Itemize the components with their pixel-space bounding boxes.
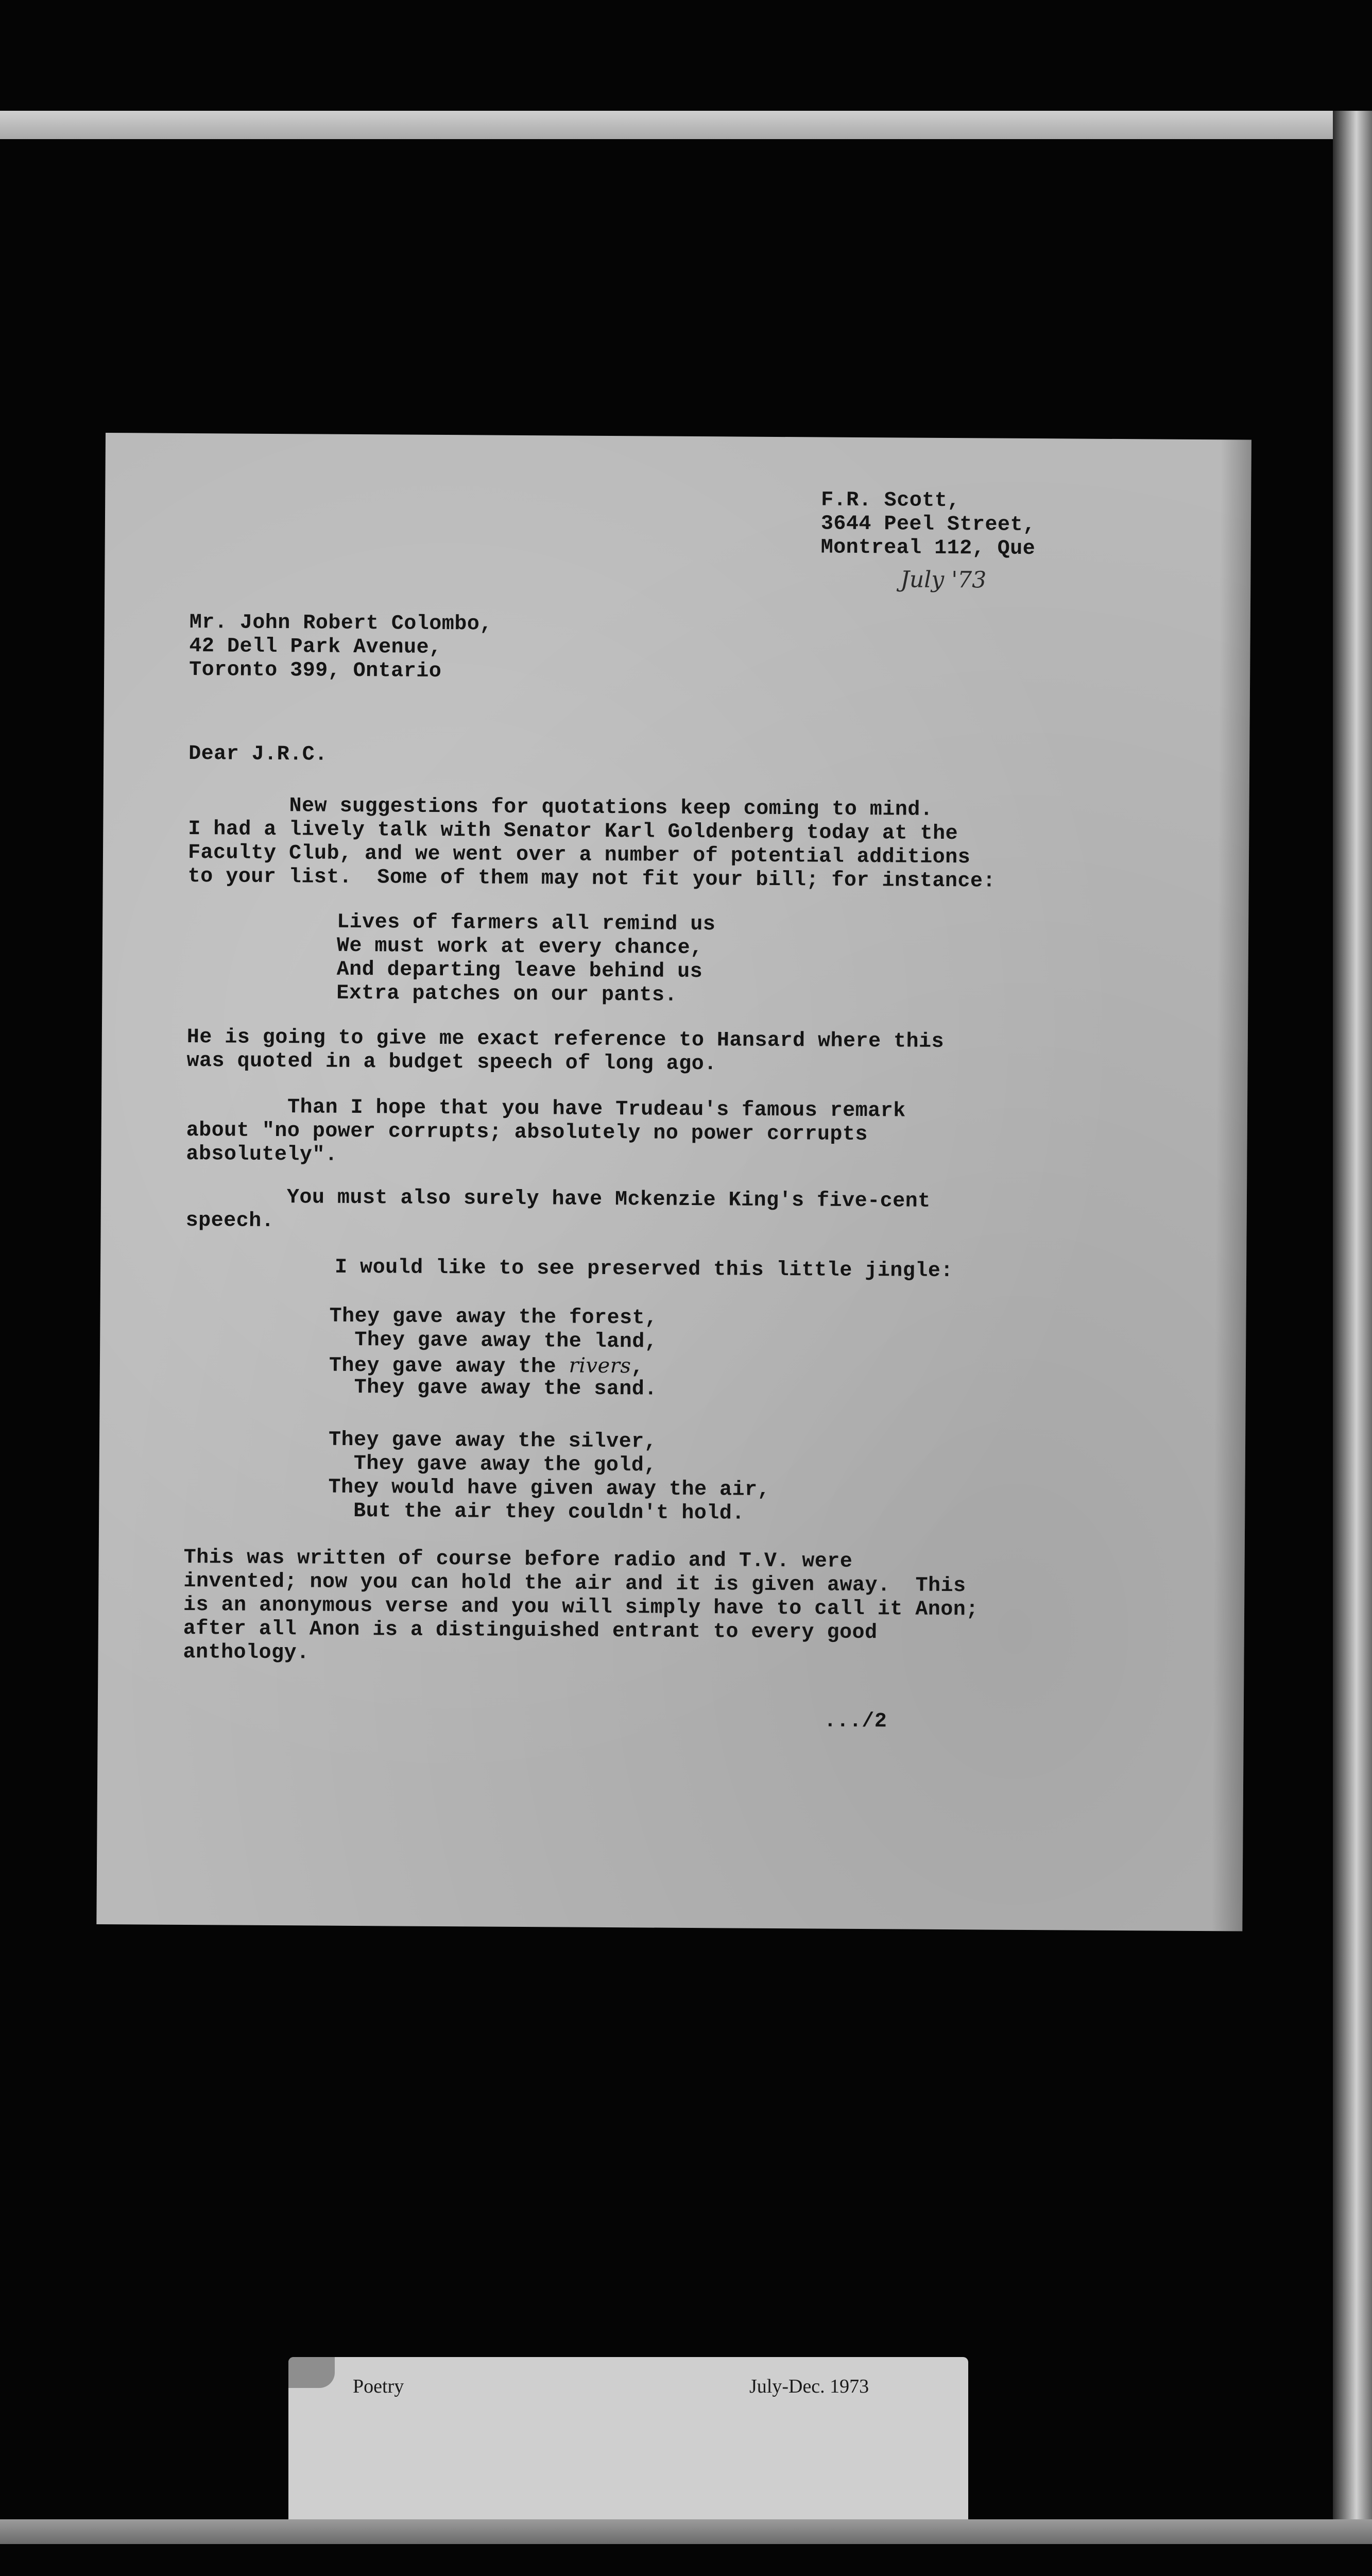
text-line: He is going to give me exact reference to Hansard where this xyxy=(186,1025,945,1054)
text-line: New suggestions for quotations keep coming to mind. xyxy=(188,793,933,822)
verse-line-suffix: , xyxy=(631,1356,644,1380)
text-line: after all Anon is a distinguished entrant to every good xyxy=(183,1617,878,1645)
verse-line: They gave away the gold, xyxy=(328,1452,657,1478)
verse-line: Extra patches on our pants. xyxy=(336,981,678,1007)
text-line: about "no power corrupts; absolutely no power corrupts xyxy=(186,1118,868,1147)
verse-line: They gave away the sand. xyxy=(329,1376,657,1401)
text-line: was quoted in a budget speech of long ago. xyxy=(186,1049,717,1076)
caption-category: Poetry xyxy=(353,2376,404,2397)
text-line: Faculty Club, and we went over a number of potential additions xyxy=(187,841,971,870)
verse-line: They gave away the silver, xyxy=(328,1428,657,1454)
verse-line: But the air they couldn't hold. xyxy=(328,1499,745,1526)
letter-sheet xyxy=(96,433,1251,1931)
film-strip-right xyxy=(1333,111,1372,2543)
caption-card xyxy=(288,2357,968,2519)
text-line: is an anonymous verse and you will simply have to call it Anon; xyxy=(183,1593,979,1622)
page-marker: .../2 xyxy=(824,1709,887,1734)
verse-line: Lives of farmers all remind us xyxy=(337,910,716,937)
text-line: You must also surely have Mckenzie King's five-cent xyxy=(185,1185,931,1213)
text-line: speech. xyxy=(185,1209,275,1233)
sender-address xyxy=(106,433,1251,561)
verse-line: They gave away the land, xyxy=(329,1328,658,1354)
text-line: absolutely". xyxy=(186,1142,338,1167)
text-line: anthology. xyxy=(183,1640,310,1665)
sender-name: F.R. Scott, xyxy=(821,488,960,513)
text-line: to your list. Some of them may not fit your bill; for instance: xyxy=(187,865,996,893)
recipient-street: 42 Dell Park Avenue, xyxy=(189,635,442,659)
caption-tab xyxy=(288,2357,335,2388)
caption-date-range: July-Dec. 1973 xyxy=(749,2376,869,2397)
sender-street: 3644 Peel Street, xyxy=(820,512,1036,537)
film-strip-bottom xyxy=(0,2519,1372,2544)
verse-line-prefix: They gave away the xyxy=(329,1354,569,1379)
verse-line: They gave away the forest, xyxy=(329,1304,658,1330)
paragraph-5: I would like to see preserved this little jingle: xyxy=(334,1256,953,1283)
text-line: Than I hope that you have Trudeau's famous remark xyxy=(186,1095,906,1123)
verse-line: We must work at every chance, xyxy=(336,934,703,960)
verse-line: And departing leave behind us xyxy=(336,958,703,984)
handwritten-date: July '73 xyxy=(900,566,987,594)
sender-city: Montreal 112, Que xyxy=(820,536,1036,561)
handwritten-correction: rivers xyxy=(569,1353,631,1378)
sheet-shadow xyxy=(1211,439,1251,1931)
film-strip-top xyxy=(0,111,1343,139)
salutation: Dear J.R.C. xyxy=(188,742,328,767)
text-line: I had a lively talk with Senator Karl Goldenberg today at the xyxy=(188,817,958,846)
text-line: This was written of course before radio and T.V. were xyxy=(183,1546,853,1573)
text-line: invented; now you can hold the air and it is given away. This xyxy=(183,1569,966,1598)
verse-line: They would have given away the air, xyxy=(328,1476,770,1502)
recipient-name: Mr. John Robert Colombo, xyxy=(189,611,492,636)
recipient-city: Toronto 399, Ontario xyxy=(189,658,442,683)
